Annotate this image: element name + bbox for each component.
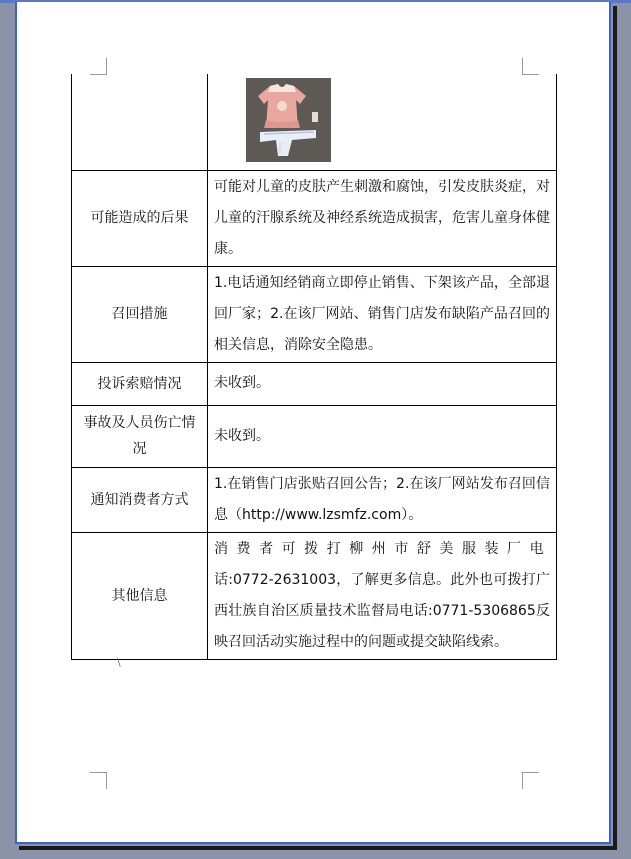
recall-info-table <box>71 74 557 660</box>
price-tag <box>312 112 318 122</box>
row-content-complaints: 未收到。 <box>208 362 557 405</box>
row-content-other-info <box>208 532 557 659</box>
row-label-recall-measures: 召回措施 <box>72 266 208 362</box>
page-shadow-right <box>613 6 617 848</box>
table-row <box>72 266 557 362</box>
row-label-complaints: 投诉索赔情况 <box>72 362 208 405</box>
row-content-consequences: 可能对儿童的皮肤产生刺激和腐蚀，引发皮肤炎症，对儿童的汗腺系统及神经系统造成损害，危害儿童身体健康。 <box>208 170 557 266</box>
product-photo <box>246 78 331 162</box>
table-row <box>72 74 557 170</box>
table-row <box>72 532 557 659</box>
row-label-other-info: 其他信息 <box>72 532 208 659</box>
row-label-consequences: 可能造成的后果 <box>72 170 208 266</box>
page-shadow-bottom <box>19 846 617 850</box>
product-photo-cell <box>208 74 557 170</box>
crop-mark-bottom-right <box>522 772 539 789</box>
pink-shirt-image <box>256 84 308 128</box>
row-content-notification: 1.在销售门店张贴召回公告；2.在该厂网站发布召回信息（http://www.lzsmfz.com）。 <box>208 467 557 532</box>
table-row <box>72 467 557 532</box>
stray-mark: \ <box>117 656 121 669</box>
table-cell-empty <box>72 74 208 170</box>
table-row <box>72 170 557 266</box>
table-row <box>72 405 557 467</box>
table-row <box>72 362 557 405</box>
white-pants-image <box>258 128 318 158</box>
crop-mark-top-right <box>522 58 539 75</box>
row-content-accidents: 未收到。 <box>208 405 557 467</box>
crop-mark-top-left <box>90 58 107 75</box>
crop-mark-bottom-left <box>90 772 107 789</box>
other-info-line-1: 消费者可拨打柳州市舒美服装厂电 <box>214 540 550 557</box>
row-label-notification: 通知消费者方式 <box>72 467 208 532</box>
row-label-accidents: 事故及人员伤亡情况 <box>72 405 208 467</box>
other-info-rest: 话:0772-2631003，了解更多信息。此外也可拨打广西壮族自治区质量技术监督局电话:0771-5306865反映召回活动实施过程中的问题或提交缺陷线索。 <box>214 571 550 650</box>
row-content-recall-measures: 1.电话通知经销商立即停止销售、下架该产品，全部退回厂家；2.在该厂网站、销售门店发布缺陷产品召回的相关信息，消除安全隐患。 <box>208 266 557 362</box>
